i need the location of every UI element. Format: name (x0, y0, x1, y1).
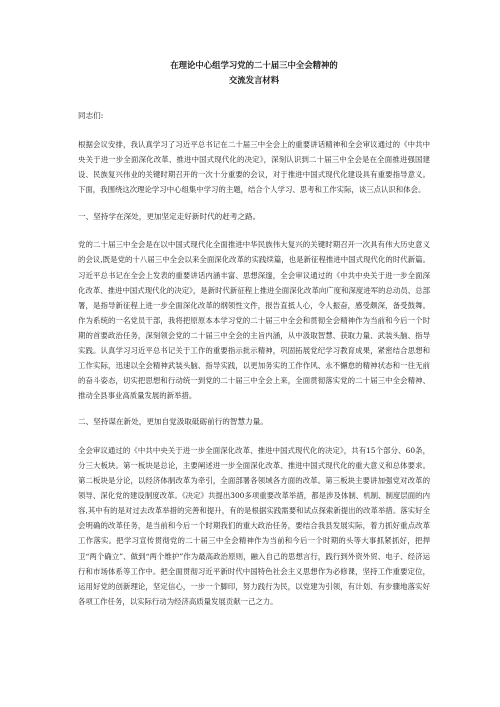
intro-paragraph: 根据会议安排，我认真学习了习近平总书记在二十届三中全会上的重要讲话精神和全会审议通过的《中共中央关于进一步全面深化改革、推进中国式现代化的决定》，深刻认识到二十届三中全会是在全面推进强国建设、民族复兴伟业的关键时期召开的一次十分重要的会议，对于推进中国式现代化建设具有重要指导意义。下面，我围绕这次理论学习中心组集中学习的主题，结合个人学习、思考和工作实际，谈三点认识和体会。 (78, 139, 430, 194)
section-2-heading: 二、坚持谋在新处，更加自觉汲取砥砺前行的智慧力量。 (78, 417, 268, 427)
salutation: 同志们: (78, 111, 104, 120)
section-1-paragraph: 党的二十届三中全会是在以中国式现代化全面推进中华民族伟大复兴的关键时期召开一次具有伟大历史意义的会议,既是党的十八届三中全会以来全面深化改革的实践续篇，也是新征程推进中国式现代化的时代新篇。习近平总书记在全会上发表的重要讲话内涵丰富、思想深邃，全会审议通过的《中共中央关于进一步全面深化改革、推进中国式现代化的决定》，是新时代新征程上推进全面深化改革向广度和深度进军的总动员、总部署，是指导新征程上进一步全面深化改革的纲领性文件，报告直抵人心，令人振奋，感受颇深，备受鼓舞。作为系统的一名党员干部，我将把原原本本学习党的二十届三中全会和贯彻全会精神作为当前和今后一个时期的首要政治任务，深刻领会党的二十届三中全会的主旨内涵，从中汲取智慧、获取力量、武装头脑、指导实践。认真学习习近平总书记关于工作的重要指示批示精神，巩固拓展党纪学习教育成果，紧密结合思想和工作实际，迅速以全会精神武装头脑、指导实践，以更加务实的工作作风、永不懈怠的精神状态和一往无前的奋斗姿态，切实把思想和行动统一到党的二十届三中全会上来，全面贯彻落实党的二十届三中全会精神、推动全县事业高质量发展的新举措。 (78, 240, 430, 401)
document-title-line-2: 交流发言材料 (228, 75, 280, 85)
section-1-heading: 一、坚持学在深处，更加坚定走好新时代的赶考之路。 (78, 211, 261, 221)
document-title-line-1: 在理论中心组学习党的二十届三中全会精神的 (170, 60, 338, 70)
section-2-paragraph: 全会审议通过的《中共中央关于进一步全面深化改革、推进中国式现代化的决定》，共有15个部分、60条，分三大板块。第一板块是总论，主要阐述进一步全面深化改革、推进中国式现代化的重大意义和总体要求。第二板块是分论，以经济体制改革为牵引，全面部署各领域各方面的改革。第三板块主要讲加强党对改革的领导、深化党的建设制度改革。《决定》共提出300多项重要改革举措，都是涉及体制、机制、制度层面的内容,其中有的是对过去改革举措的完善和提升，有的是根据实践需要和试点探索新提出的改革举措。落实好全会明确的改革任务，是当前和今后一个时期我们的重大政治任务，要结合我县发展实际，着力抓好重点改革工作落实。把学习宣传贯彻党的二十届三中全会精神作为当前和今后一个时期的头等大事抓紧抓好，把捍卫“两个确立”、做到“两个维护”作为最高政治原则，融入自己的思想言行，践行到外资外贸、电子、经济运行和市场体系等工作中。把全面贯彻习近平新时代中国特色社会主义思想作为必修课，坚持工作重要定位，运用好党的创新理论，坚定信心，一步一个脚印，努力践行为民，以党建为引领，有计划、有步骤地落实好各项工作任务，以实际行动为经济高质量发展贡献一己之力。 (78, 445, 430, 606)
